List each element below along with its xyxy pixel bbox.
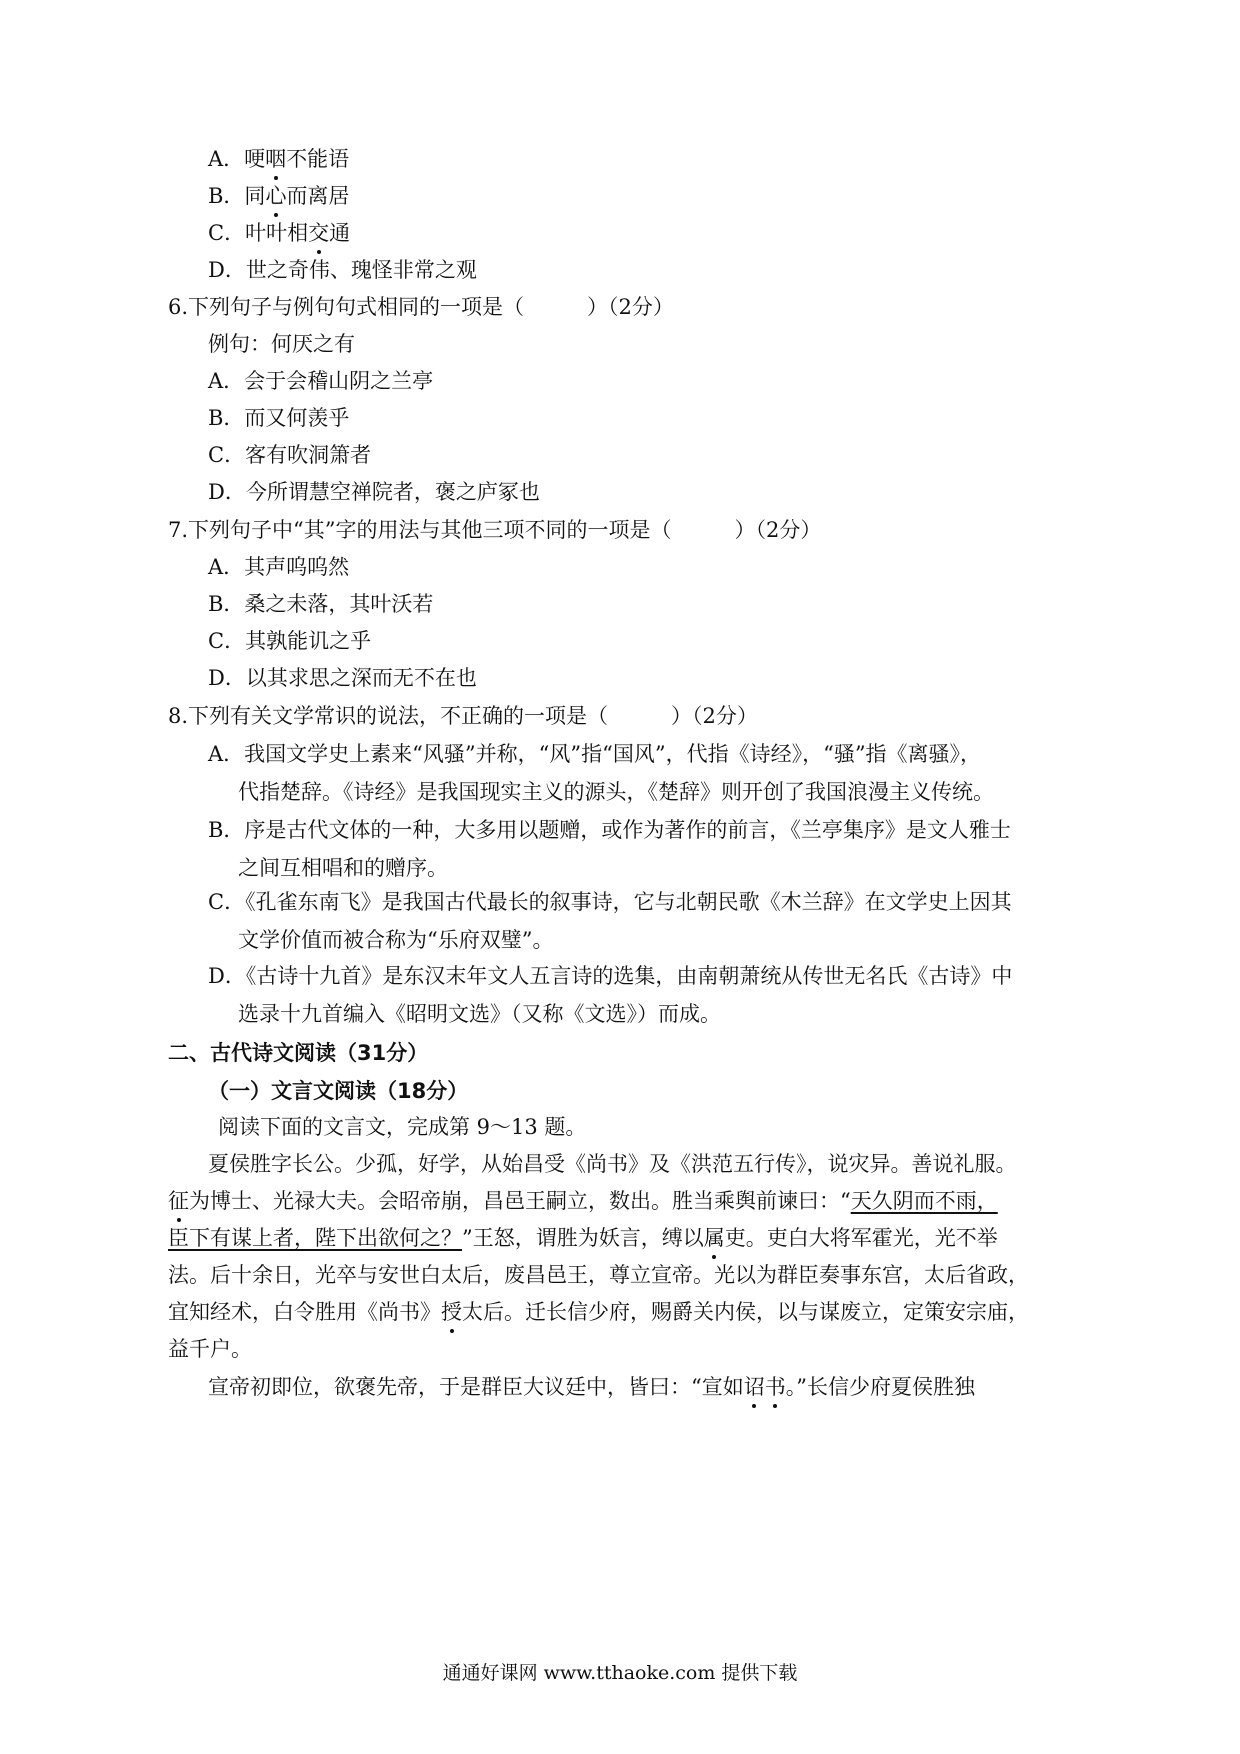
dotted-char: 哽 bbox=[244, 147, 266, 171]
q6-example: 例句：何厌之有 bbox=[208, 332, 355, 356]
q8-option-b-line1: B．序是古代文体的一种，大多用以题赠，或作为著作的前言，《兰亭集序》是文人雅士 bbox=[208, 818, 1011, 842]
passage-line: 宜知经术，白令胜用《尚书》授太后。迁长信少府，赐爵关内侯，以与谋废立，定策安宗庙， bbox=[168, 1297, 1029, 1327]
reading-instruction: 阅读下面的文言文，完成第 9～13 题。 bbox=[218, 1115, 587, 1139]
passage-line: 益千户。 bbox=[168, 1337, 252, 1361]
page-footer: 通通好课网 www.tthaoke.com 提供下载 bbox=[442, 1662, 798, 1684]
dotted-char: 交 bbox=[308, 218, 329, 248]
q8-option-b-line2: 之间互相唱和的赠序。 bbox=[238, 856, 448, 880]
q7-stem: 7.下列句子中“其”字的用法与其他三项不同的一项是（ ）（2分） bbox=[168, 518, 822, 542]
q6-option-d: D．今所谓慧空禅院者，褒之庐冢也 bbox=[208, 480, 540, 504]
q5-option-c: C．叶叶相交通 bbox=[208, 218, 350, 248]
q7-option-d: D．以其求思之深而无不在也 bbox=[208, 666, 477, 690]
q8-option-c-line2: 文学价值而被合称为“乐府双璧”。 bbox=[238, 928, 554, 952]
q8-option-a-line1: A．我国文学史上素来“风骚”并称，“风”指“国风”，代指《诗经》，“骚”指《离骚》， bbox=[208, 742, 982, 766]
q5-option-a: A．哽咽不能语 bbox=[208, 144, 349, 174]
underlined-sentence: 天久阴而不雨， bbox=[850, 1189, 998, 1213]
q8-stem: 8.下列有关文学常识的说法，不正确的一项是（ ）（2分） bbox=[168, 704, 758, 728]
dotted-char: 属 bbox=[704, 1223, 725, 1253]
dotted-char: 心 bbox=[265, 181, 286, 211]
subsection-title: （一）文言文阅读（18分） bbox=[208, 1079, 469, 1103]
dotted-char: 征 bbox=[168, 1186, 189, 1216]
dotted-char: 书 bbox=[765, 1372, 786, 1402]
underlined-sentence: 臣下有谋上者，陛下出欲何之？ bbox=[168, 1226, 462, 1250]
q8-option-d-line1: D．《古诗十九首》是东汉末年文人五言诗的选集，由南朝萧统从传世无名氏《古诗》中 bbox=[208, 964, 1013, 988]
q8-option-d-line2: 选录十九首编入《昭明文选》（又称《文选》）而成。 bbox=[238, 1002, 721, 1026]
passage-line: 征为博士、光禄大夫。会昭帝崩，昌邑王嗣立，数出。胜当乘舆前谏曰：“天久阴而不雨， bbox=[168, 1186, 998, 1216]
passage-line: 臣下有谋上者，陛下出欲何之？”王怒，谓胜为妖言，缚以属吏。吏白大将军霍光，光不举 bbox=[168, 1223, 998, 1253]
q6-stem: 6.下列句子与例句句式相同的一项是（ ）（2分） bbox=[168, 295, 674, 319]
q7-option-b: B．桑之未落，其叶沃若 bbox=[208, 592, 434, 616]
passage-line: 夏侯胜字长公。少孤，好学，从始昌受《尚书》及《洪范五行传》，说灾异。善说礼服。 bbox=[208, 1152, 1017, 1176]
dotted-char: 诏 bbox=[744, 1372, 765, 1402]
passage-line: 宣帝初即位，欲褒先帝，于是群臣大议廷中，皆曰：“宣如诏书。”长信少府夏侯胜独 bbox=[208, 1372, 975, 1402]
q5-option-b: B．同心而离居 bbox=[208, 181, 349, 211]
q6-option-b: B．而又何羡乎 bbox=[208, 406, 350, 430]
section-title: 二、古代诗文阅读（31分） bbox=[168, 1041, 429, 1065]
dotted-char: 授 bbox=[441, 1297, 462, 1327]
q7-option-c: C．其孰能讥之乎 bbox=[208, 629, 372, 653]
q5-option-d: D．世之奇伟、瑰怪非常之观 bbox=[208, 258, 477, 282]
dotted-char: 咽 bbox=[265, 144, 286, 174]
q8-option-c-line1: C．《孔雀东南飞》是我国古代最长的叙事诗，它与北朝民歌《木兰辞》在文学史上因其 bbox=[208, 890, 1012, 914]
passage-line: 法。后十余日，光卒与安世白太后，废昌邑王，尊立宣帝。光以为群臣奏事东宫，太后省政， bbox=[168, 1263, 1029, 1287]
q8-option-a-line2: 代指楚辞。《诗经》是我国现实主义的源头，《楚辞》则开创了我国浪漫主义传统。 bbox=[238, 780, 994, 804]
q7-option-a: A．其声呜呜然 bbox=[208, 555, 350, 579]
q6-option-c: C．客有吹洞箫者 bbox=[208, 443, 372, 467]
q6-option-a: A．会于会稽山阴之兰亭 bbox=[208, 369, 434, 393]
